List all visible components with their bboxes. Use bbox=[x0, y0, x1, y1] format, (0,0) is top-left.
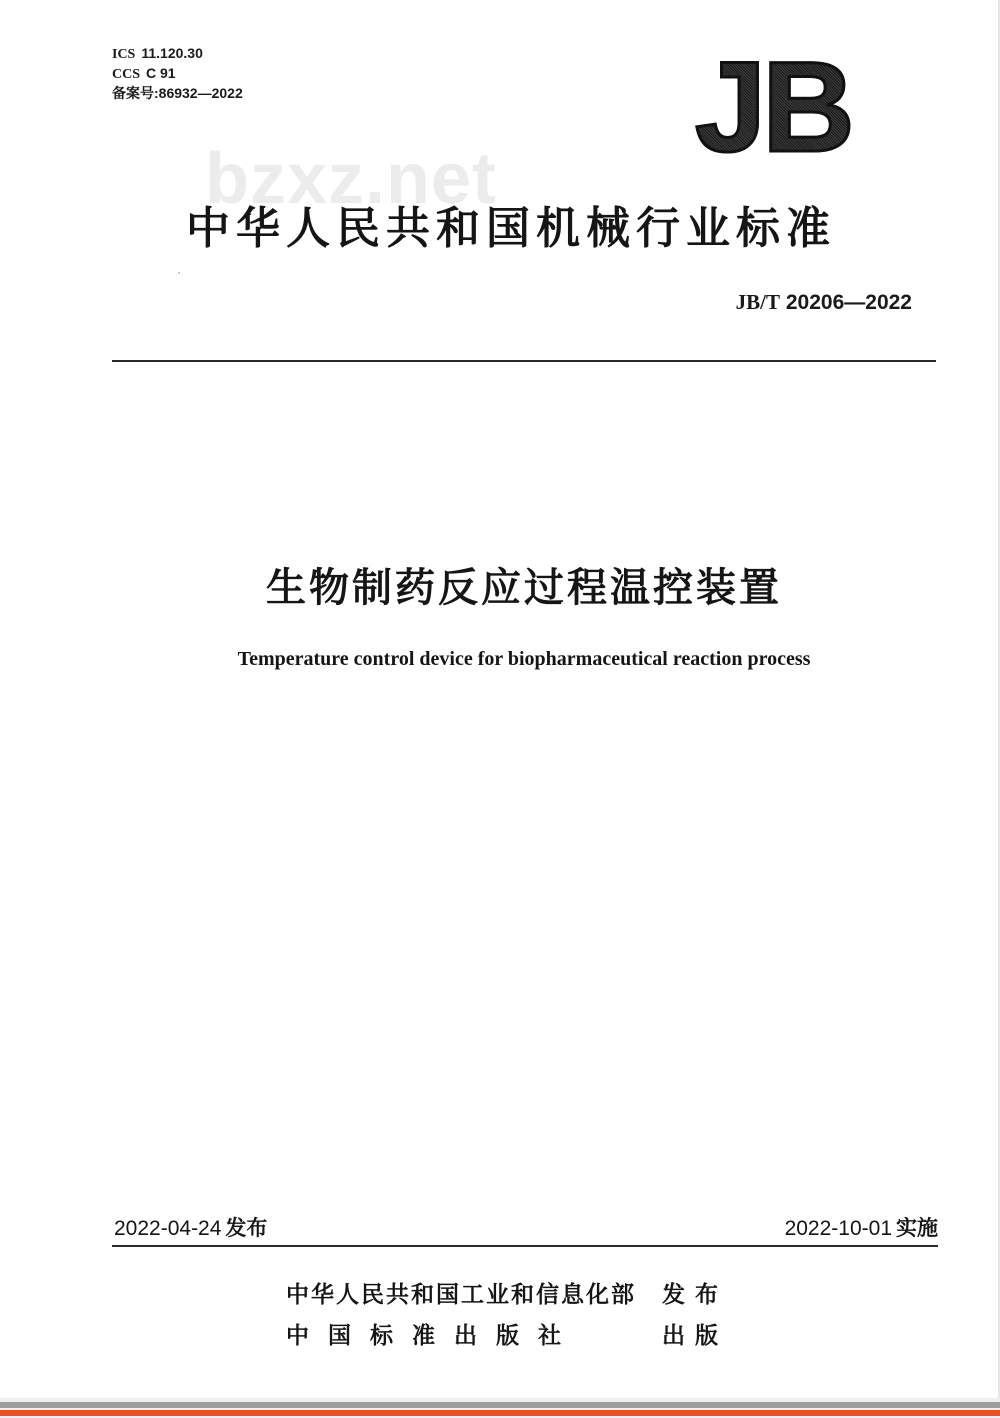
implementation-date bbox=[785, 1212, 938, 1242]
implementation-date-value: 2022-10-01 bbox=[784, 1217, 892, 1240]
publisher-role: 发布 bbox=[662, 1282, 728, 1308]
footer-gray-stripe bbox=[0, 1402, 1000, 1408]
footer-bar bbox=[0, 1398, 1000, 1418]
footer-accent-stripe bbox=[0, 1410, 1000, 1416]
classification-block bbox=[112, 44, 243, 102]
standard-number-prefix: JB/T bbox=[735, 290, 781, 314]
issue-date-label: 发布 bbox=[225, 1216, 268, 1240]
standard-number-value: 20206—2022 bbox=[785, 291, 912, 314]
ics-code: ICS 11.120.30 bbox=[112, 45, 203, 62]
issue-date-value: 2022-04-24 bbox=[114, 1217, 222, 1240]
scan-speck bbox=[178, 272, 180, 274]
publisher-org: 中华人民共和国工业和信息化部 bbox=[286, 1282, 636, 1308]
implementation-date-label: 实施 bbox=[896, 1216, 938, 1240]
bottom-divider bbox=[112, 1245, 938, 1247]
watermark: bzxz.net bbox=[205, 139, 498, 219]
publisher-row bbox=[286, 1276, 728, 1309]
publisher-role: 出版 bbox=[662, 1323, 728, 1349]
standard-number bbox=[736, 290, 912, 315]
publisher-row bbox=[286, 1317, 728, 1350]
top-divider bbox=[112, 360, 936, 362]
issue-date bbox=[114, 1212, 267, 1242]
ccs-code: CCS C 91 bbox=[112, 65, 176, 82]
jb-logo: JB bbox=[695, 36, 851, 179]
publisher-org: 中国标准出版社 bbox=[286, 1323, 580, 1349]
standard-category-title: 中华人民共和国机械行业标准 bbox=[186, 203, 836, 254]
document-title-english: Temperature control device for biopharmaceutical reaction process bbox=[237, 648, 811, 670]
record-number: 备案号:86932—2022 bbox=[112, 85, 243, 101]
document-title-chinese: 生物制药反应过程温控装置 bbox=[266, 565, 782, 611]
